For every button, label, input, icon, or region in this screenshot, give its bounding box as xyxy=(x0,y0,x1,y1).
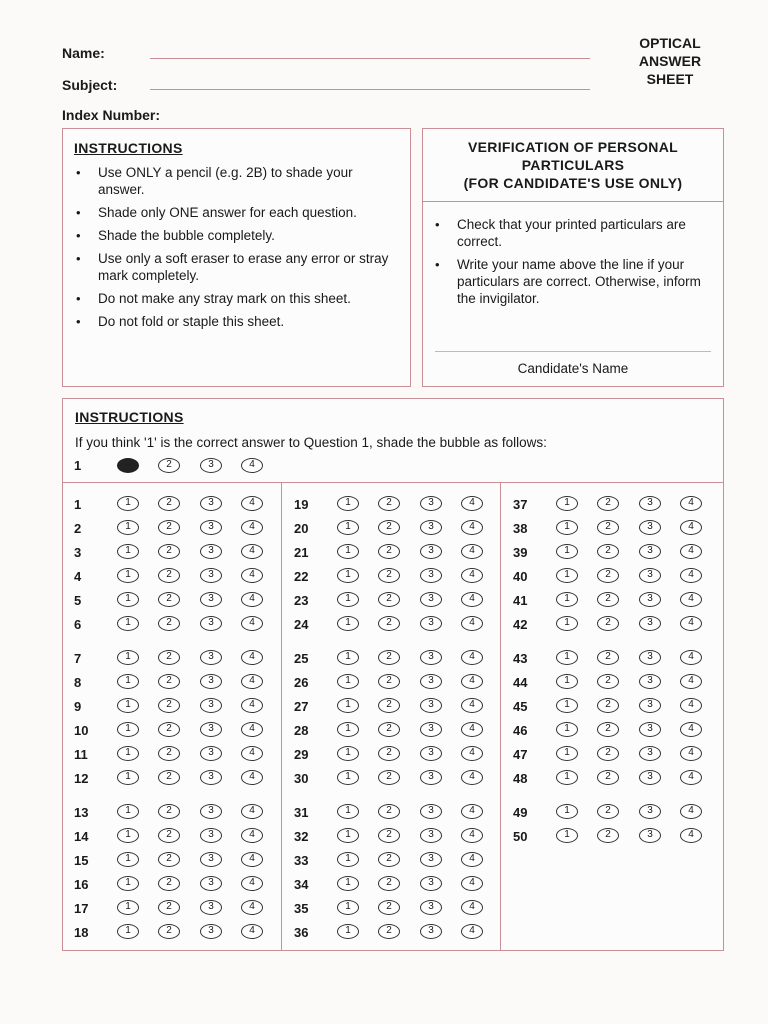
question-number: 12 xyxy=(74,771,89,786)
answer-bubble[interactable]: 3 xyxy=(639,828,661,843)
question-number: 13 xyxy=(74,805,89,820)
instruction-item: • Use ONLY a pencil (e.g. 2B) to shade your answer. xyxy=(74,164,400,198)
question-number: 46 xyxy=(513,723,528,738)
answer-bubble[interactable]: 2 xyxy=(597,520,619,535)
answer-bubble[interactable]: 1 xyxy=(117,746,139,761)
answer-bubble[interactable]: 4 xyxy=(461,520,483,535)
answer-bubble[interactable]: 2 xyxy=(158,876,180,891)
answer-bubble[interactable]: 1 xyxy=(556,592,578,607)
answer-bubble[interactable]: 4 xyxy=(241,616,263,631)
answer-bubble[interactable]: 1 xyxy=(337,520,359,535)
answer-bubble[interactable]: 4 xyxy=(241,458,263,473)
answer-bubble[interactable]: 1 xyxy=(337,770,359,785)
question-number: 48 xyxy=(513,771,528,786)
answer-bubble[interactable]: 1 xyxy=(337,592,359,607)
question-number: 47 xyxy=(513,747,528,762)
answer-bubble[interactable]: 4 xyxy=(241,900,263,915)
answer-bubble[interactable]: 4 xyxy=(680,568,702,583)
question-number: 43 xyxy=(513,651,528,666)
answer-bubble[interactable]: 2 xyxy=(597,804,619,819)
answer-bubble[interactable]: 4 xyxy=(241,746,263,761)
question-number: 28 xyxy=(294,723,309,738)
answer-bubble[interactable]: 1 xyxy=(117,828,139,843)
answer-bubble[interactable]: 2 xyxy=(378,770,400,785)
answer-bubble[interactable]: 2 xyxy=(597,650,619,665)
answer-bubble[interactable]: 1 xyxy=(117,592,139,607)
question-number: 14 xyxy=(74,829,89,844)
answer-bubble[interactable]: 4 xyxy=(241,698,263,713)
question-number: 21 xyxy=(294,545,309,560)
verification-divider xyxy=(423,201,723,202)
question-number: 15 xyxy=(74,853,89,868)
answer-bubble[interactable]: 3 xyxy=(420,770,442,785)
answer-bubble[interactable]: 4 xyxy=(241,568,263,583)
instructions-box xyxy=(62,128,411,387)
answer-bubble[interactable]: 1 xyxy=(556,828,578,843)
answer-bubble[interactable]: 1 xyxy=(337,650,359,665)
answer-bubble[interactable]: 2 xyxy=(158,722,180,737)
answer-bubble[interactable]: 1 xyxy=(117,722,139,737)
column-divider xyxy=(500,482,501,950)
question-number: 6 xyxy=(74,617,82,632)
answer-bubble[interactable]: 4 xyxy=(680,722,702,737)
instructions-list xyxy=(74,164,400,330)
answer-bubble[interactable]: 4 xyxy=(461,674,483,689)
answer-bubble[interactable]: 2 xyxy=(378,900,400,915)
answer-bubble[interactable]: 1 xyxy=(556,770,578,785)
question-number: 23 xyxy=(294,593,309,608)
answer-bubble[interactable]: 4 xyxy=(461,852,483,867)
answer-bubble[interactable]: 2 xyxy=(378,722,400,737)
answer-bubble[interactable]: 4 xyxy=(680,746,702,761)
question-number: 19 xyxy=(294,497,309,512)
answer-bubble[interactable]: 1 xyxy=(556,520,578,535)
answer-bubble[interactable]: 2 xyxy=(158,544,180,559)
answer-bubble[interactable]: 2 xyxy=(158,828,180,843)
answer-bubble[interactable]: 4 xyxy=(680,674,702,689)
answer-bubble[interactable]: 4 xyxy=(680,828,702,843)
verification-list xyxy=(433,216,713,307)
answer-bubble[interactable]: 2 xyxy=(158,770,180,785)
question-number: 37 xyxy=(513,497,528,512)
answer-bubble[interactable]: 1 xyxy=(556,804,578,819)
answer-bubble[interactable]: 1 xyxy=(556,496,578,511)
answer-bubble[interactable]: 3 xyxy=(200,568,222,583)
answer-bubble[interactable]: 1 xyxy=(117,616,139,631)
question-number: 35 xyxy=(294,901,309,916)
example-text: If you think '1' is the correct answer to Question 1, shade the bubble as follows: xyxy=(75,435,547,450)
answer-bubble[interactable]: 4 xyxy=(680,698,702,713)
answer-bubble[interactable]: 3 xyxy=(639,674,661,689)
answer-bubble[interactable]: 1 xyxy=(117,650,139,665)
answer-bubble[interactable]: 4 xyxy=(461,650,483,665)
question-number: 29 xyxy=(294,747,309,762)
answer-bubble[interactable]: 1 xyxy=(117,520,139,535)
sheet-title-line: OPTICAL xyxy=(639,35,701,51)
answer-bubble[interactable]: 2 xyxy=(378,544,400,559)
instruction-item: • Do not make any stray mark on this sheet. xyxy=(74,290,400,307)
answer-bubble[interactable]: 3 xyxy=(420,592,442,607)
question-number: 38 xyxy=(513,521,528,536)
question-number: 8 xyxy=(74,675,82,690)
answer-bubble[interactable]: 1 xyxy=(117,544,139,559)
answer-bubble[interactable]: 2 xyxy=(597,828,619,843)
answer-bubble[interactable]: 1 xyxy=(556,544,578,559)
answer-bubble[interactable]: 3 xyxy=(639,650,661,665)
question-number: 27 xyxy=(294,699,309,714)
answer-bubble[interactable]: 3 xyxy=(420,496,442,511)
verification-title-line: VERIFICATION OF PERSONAL xyxy=(468,139,678,155)
answer-bubble[interactable]: 3 xyxy=(420,924,442,939)
question-number: 44 xyxy=(513,675,528,690)
answer-bubble[interactable]: 4 xyxy=(461,544,483,559)
answer-bubble[interactable]: 2 xyxy=(378,698,400,713)
answer-bubble[interactable]: 4 xyxy=(461,876,483,891)
answer-bubble[interactable]: 4 xyxy=(461,770,483,785)
answer-bubble[interactable]: 2 xyxy=(597,674,619,689)
answer-bubble[interactable]: 4 xyxy=(241,520,263,535)
answer-bubble[interactable]: 3 xyxy=(420,900,442,915)
verification-title-line: (FOR CANDIDATE'S USE ONLY) xyxy=(463,175,683,191)
question-number: 20 xyxy=(294,521,309,536)
question-number: 50 xyxy=(513,829,528,844)
answer-bubble[interactable]: 1 xyxy=(117,900,139,915)
question-number: 26 xyxy=(294,675,309,690)
answer-bubble[interactable]: 3 xyxy=(639,770,661,785)
answer-bubble[interactable]: 3 xyxy=(200,828,222,843)
verification-title xyxy=(433,138,713,192)
answer-bubble[interactable]: 3 xyxy=(420,674,442,689)
question-number: 24 xyxy=(294,617,309,632)
answer-bubble[interactable]: 4 xyxy=(680,770,702,785)
question-number: 36 xyxy=(294,925,309,940)
answer-bubble[interactable]: 2 xyxy=(597,722,619,737)
answer-bubble[interactable]: 4 xyxy=(241,592,263,607)
answer-bubble[interactable]: 2 xyxy=(158,900,180,915)
answer-bubble[interactable]: 1 xyxy=(337,924,359,939)
answer-bubble[interactable] xyxy=(117,458,139,473)
answer-bubble[interactable]: 2 xyxy=(378,674,400,689)
candidate-name-label: Candidate's Name xyxy=(517,361,629,376)
answer-bubble[interactable]: 1 xyxy=(117,770,139,785)
answer-bubble[interactable]: 3 xyxy=(420,544,442,559)
answer-bubble[interactable]: 4 xyxy=(680,616,702,631)
question-number: 7 xyxy=(74,651,82,666)
question-number: 22 xyxy=(294,569,309,584)
answer-bubble[interactable]: 2 xyxy=(597,746,619,761)
question-number: 30 xyxy=(294,771,309,786)
answer-bubble[interactable]: 4 xyxy=(680,496,702,511)
answer-bubble[interactable]: 1 xyxy=(556,746,578,761)
answer-bubble[interactable]: 1 xyxy=(337,746,359,761)
answer-bubble[interactable]: 3 xyxy=(200,544,222,559)
answer-bubble[interactable]: 1 xyxy=(337,828,359,843)
question-number: 1 xyxy=(74,497,82,512)
answer-bubble[interactable]: 2 xyxy=(378,852,400,867)
answer-bubble[interactable]: 4 xyxy=(241,876,263,891)
answer-bubble[interactable]: 2 xyxy=(378,924,400,939)
answer-bubble[interactable]: 3 xyxy=(200,616,222,631)
answer-bubble[interactable]: 3 xyxy=(420,722,442,737)
answer-bubble[interactable]: 3 xyxy=(200,924,222,939)
answer-bubble[interactable]: 4 xyxy=(461,746,483,761)
answer-bubble[interactable]: 4 xyxy=(461,592,483,607)
subject-label: Subject: xyxy=(62,77,118,93)
answer-bubble[interactable]: 3 xyxy=(200,770,222,785)
question-number: 41 xyxy=(513,593,528,608)
question-number: 42 xyxy=(513,617,528,632)
answer-bubble[interactable]: 3 xyxy=(639,698,661,713)
answer-bubble[interactable]: 4 xyxy=(680,544,702,559)
answer-bubble[interactable]: 1 xyxy=(556,650,578,665)
column-divider xyxy=(281,482,282,950)
answer-bubble[interactable]: 1 xyxy=(117,876,139,891)
answer-bubble[interactable]: 4 xyxy=(241,828,263,843)
answer-bubble[interactable]: 4 xyxy=(680,592,702,607)
answer-bubble[interactable]: 3 xyxy=(200,520,222,535)
subject-line[interactable] xyxy=(150,89,590,90)
question-number: 2 xyxy=(74,521,82,536)
answer-bubble[interactable]: 4 xyxy=(461,496,483,511)
candidate-name-line[interactable] xyxy=(435,351,711,352)
answer-bubble[interactable]: 3 xyxy=(200,746,222,761)
answer-bubble[interactable]: 3 xyxy=(420,520,442,535)
answer-bubble[interactable]: 4 xyxy=(241,650,263,665)
answer-bubble[interactable]: 4 xyxy=(241,722,263,737)
answer-bubble[interactable]: 2 xyxy=(158,804,180,819)
sheet-title xyxy=(618,34,722,88)
answer-bubble[interactable]: 3 xyxy=(420,568,442,583)
answer-bubble[interactable]: 4 xyxy=(241,674,263,689)
answer-bubble[interactable]: 1 xyxy=(117,804,139,819)
answer-bubble[interactable]: 4 xyxy=(241,496,263,511)
answer-bubble[interactable]: 2 xyxy=(378,616,400,631)
answer-bubble[interactable]: 3 xyxy=(200,852,222,867)
instructions-heading: INSTRUCTIONS xyxy=(74,140,183,156)
answer-bubble[interactable]: 2 xyxy=(597,698,619,713)
verification-item: • Write your name above the line if your particulars are correct. Otherwise, inform the invigilator. xyxy=(433,256,713,307)
answer-bubble[interactable]: 4 xyxy=(241,804,263,819)
instruction-item: • Use only a soft eraser to erase any error or stray mark completely. xyxy=(74,250,400,284)
answer-bubble[interactable]: 3 xyxy=(639,592,661,607)
instruction-item: • Shade only ONE answer for each question. xyxy=(74,204,400,221)
answer-bubble[interactable]: 3 xyxy=(200,698,222,713)
verification-title-line: PARTICULARS xyxy=(521,157,625,173)
question-number: 3 xyxy=(74,545,82,560)
answer-bubble[interactable]: 3 xyxy=(639,616,661,631)
answer-bubble[interactable]: 1 xyxy=(337,674,359,689)
answer-bubble[interactable]: 1 xyxy=(556,674,578,689)
answer-bubble[interactable]: 4 xyxy=(241,924,263,939)
answer-bubble[interactable]: 1 xyxy=(117,852,139,867)
answer-bubble[interactable]: 2 xyxy=(158,650,180,665)
answer-bubble[interactable]: 2 xyxy=(378,876,400,891)
answer-bubble[interactable]: 2 xyxy=(158,674,180,689)
answer-bubble[interactable]: 1 xyxy=(117,496,139,511)
answer-bubble[interactable]: 1 xyxy=(337,616,359,631)
answer-bubble[interactable]: 2 xyxy=(378,520,400,535)
answer-bubble[interactable]: 1 xyxy=(556,722,578,737)
answer-bubble[interactable]: 4 xyxy=(461,924,483,939)
sheet-title-line: ANSWER xyxy=(638,53,702,69)
example-divider xyxy=(63,482,723,483)
question-number: 17 xyxy=(74,901,89,916)
answer-bubble[interactable]: 1 xyxy=(337,852,359,867)
answer-bubble[interactable]: 4 xyxy=(680,520,702,535)
answer-bubble[interactable]: 2 xyxy=(597,568,619,583)
answer-bubble[interactable]: 2 xyxy=(158,616,180,631)
answer-bubble[interactable]: 2 xyxy=(597,770,619,785)
name-line[interactable] xyxy=(150,58,590,59)
answer-bubble[interactable]: 2 xyxy=(597,592,619,607)
answer-bubble[interactable]: 3 xyxy=(639,496,661,511)
question-number: 32 xyxy=(294,829,309,844)
answer-bubble[interactable]: 3 xyxy=(420,650,442,665)
answer-bubble[interactable]: 2 xyxy=(158,592,180,607)
answer-bubble[interactable]: 4 xyxy=(680,650,702,665)
answer-bubble[interactable]: 2 xyxy=(158,458,180,473)
answer-bubble[interactable]: 2 xyxy=(597,616,619,631)
answer-bubble[interactable]: 2 xyxy=(158,568,180,583)
answer-bubble[interactable]: 3 xyxy=(420,828,442,843)
question-number: 16 xyxy=(74,877,89,892)
answer-bubble[interactable]: 1 xyxy=(337,900,359,915)
answer-bubble[interactable]: 4 xyxy=(241,852,263,867)
answer-bubble[interactable]: 2 xyxy=(597,496,619,511)
answer-bubble[interactable]: 3 xyxy=(420,616,442,631)
question-number: 34 xyxy=(294,877,309,892)
answer-bubble[interactable]: 3 xyxy=(639,520,661,535)
answer-bubble[interactable]: 3 xyxy=(200,458,222,473)
answer-bubble[interactable]: 4 xyxy=(461,900,483,915)
answer-bubble[interactable]: 1 xyxy=(556,568,578,583)
answer-bubble[interactable]: 2 xyxy=(378,650,400,665)
question-number: 39 xyxy=(513,545,528,560)
answer-bubble[interactable]: 1 xyxy=(117,568,139,583)
question-number: 25 xyxy=(294,651,309,666)
verification-box xyxy=(422,128,724,387)
answer-bubble[interactable]: 4 xyxy=(241,544,263,559)
answer-instructions-heading: INSTRUCTIONS xyxy=(75,409,184,425)
answer-bubble[interactable]: 3 xyxy=(200,592,222,607)
answer-bubble[interactable]: 1 xyxy=(337,876,359,891)
question-number: 10 xyxy=(74,723,89,738)
answer-bubble[interactable]: 1 xyxy=(337,722,359,737)
answer-bubble[interactable]: 1 xyxy=(337,496,359,511)
question-number: 49 xyxy=(513,805,528,820)
answer-bubble[interactable]: 4 xyxy=(461,698,483,713)
answer-bubble[interactable]: 2 xyxy=(158,852,180,867)
answer-bubble[interactable]: 4 xyxy=(461,828,483,843)
answer-bubble[interactable]: 1 xyxy=(117,698,139,713)
question-number: 11 xyxy=(74,747,88,762)
answer-bubble[interactable]: 3 xyxy=(639,722,661,737)
answer-bubble[interactable]: 3 xyxy=(200,804,222,819)
answer-bubble[interactable]: 3 xyxy=(420,852,442,867)
example-question-number: 1 xyxy=(74,458,82,473)
answer-bubble[interactable]: 2 xyxy=(158,746,180,761)
answer-bubble[interactable]: 1 xyxy=(337,698,359,713)
answer-bubble[interactable]: 2 xyxy=(378,746,400,761)
question-number: 33 xyxy=(294,853,309,868)
answer-bubble[interactable]: 3 xyxy=(200,496,222,511)
answer-bubble[interactable]: 2 xyxy=(158,924,180,939)
answer-bubble[interactable]: 3 xyxy=(200,876,222,891)
answer-bubble[interactable]: 1 xyxy=(337,804,359,819)
answer-bubble[interactable]: 1 xyxy=(337,544,359,559)
question-number: 5 xyxy=(74,593,82,608)
sheet-title-line: SHEET xyxy=(646,71,694,87)
question-number: 31 xyxy=(294,805,309,820)
question-number: 45 xyxy=(513,699,528,714)
answer-bubble[interactable]: 3 xyxy=(420,746,442,761)
answer-bubble[interactable]: 3 xyxy=(639,746,661,761)
answer-bubble[interactable]: 3 xyxy=(420,804,442,819)
verification-item: • Check that your printed particulars are correct. xyxy=(433,216,713,250)
answer-bubble[interactable]: 3 xyxy=(200,722,222,737)
answer-bubble[interactable]: 2 xyxy=(378,568,400,583)
answer-bubble[interactable]: 3 xyxy=(639,568,661,583)
answer-bubble[interactable]: 4 xyxy=(461,616,483,631)
answer-bubble[interactable]: 2 xyxy=(378,828,400,843)
answer-bubble[interactable]: 3 xyxy=(420,876,442,891)
answer-bubble[interactable]: 2 xyxy=(378,804,400,819)
question-number: 40 xyxy=(513,569,528,584)
answer-bubble[interactable]: 4 xyxy=(461,804,483,819)
answer-bubble[interactable]: 4 xyxy=(461,722,483,737)
answer-bubble[interactable]: 2 xyxy=(158,520,180,535)
answer-bubble[interactable]: 3 xyxy=(200,674,222,689)
answer-bubble[interactable]: 1 xyxy=(556,616,578,631)
answer-bubble[interactable]: 2 xyxy=(158,496,180,511)
answer-bubble[interactable]: 3 xyxy=(420,698,442,713)
answer-bubble[interactable]: 2 xyxy=(597,544,619,559)
answer-bubble[interactable]: 1 xyxy=(117,674,139,689)
index-number-label: Index Number: xyxy=(62,107,161,123)
answer-bubble[interactable]: 3 xyxy=(200,650,222,665)
question-number: 4 xyxy=(74,569,82,584)
answer-bubble[interactable]: 1 xyxy=(556,698,578,713)
answer-bubble[interactable]: 3 xyxy=(639,544,661,559)
instruction-item: • Do not fold or staple this sheet. xyxy=(74,313,400,330)
answer-bubble[interactable]: 2 xyxy=(158,698,180,713)
answer-bubble[interactable]: 2 xyxy=(378,592,400,607)
answer-bubble[interactable]: 1 xyxy=(117,924,139,939)
answer-bubble[interactable]: 4 xyxy=(680,804,702,819)
answer-bubble[interactable]: 3 xyxy=(639,804,661,819)
question-number: 18 xyxy=(74,925,89,940)
answer-bubble[interactable]: 4 xyxy=(241,770,263,785)
question-number: 9 xyxy=(74,699,82,714)
name-label: Name: xyxy=(62,45,105,61)
answer-bubble[interactable]: 3 xyxy=(200,900,222,915)
answer-bubble[interactable]: 4 xyxy=(461,568,483,583)
answer-bubble[interactable]: 1 xyxy=(337,568,359,583)
instruction-item: • Shade the bubble completely. xyxy=(74,227,400,244)
answer-bubble[interactable]: 2 xyxy=(378,496,400,511)
